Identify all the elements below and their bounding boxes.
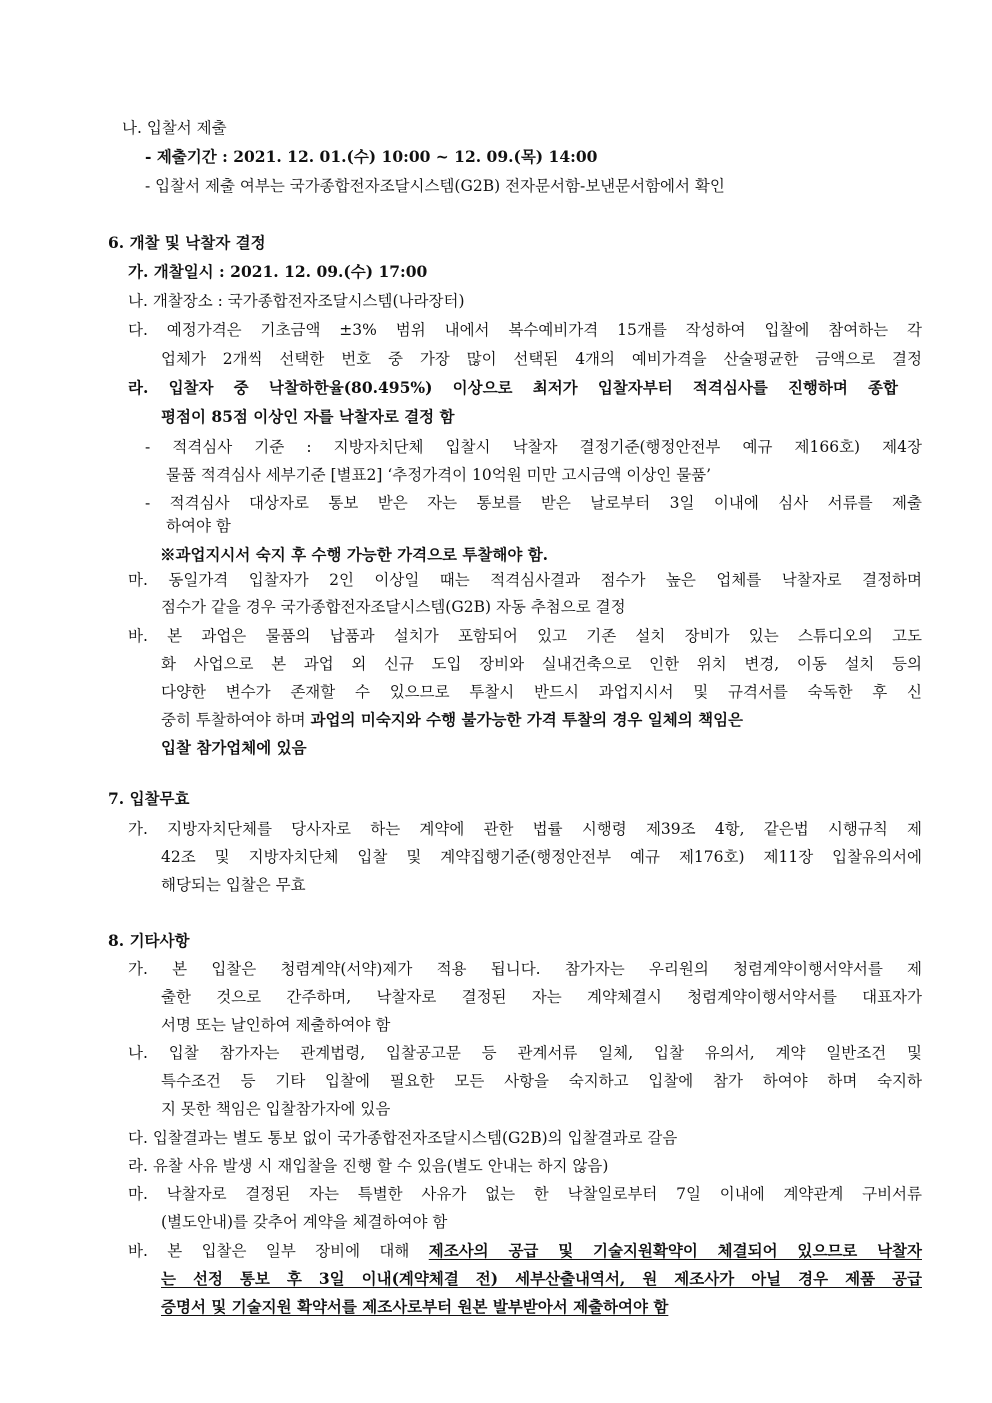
sec6-item-na: 나. 개찰장소 : 국가종합전자조달시스템(나라장터): [128, 292, 465, 310]
section-7-title: 7. 입찰무효: [108, 789, 190, 808]
sec6-ra-sub1-line1: - 적격심사 기준 : 지방자치단체 입찰시 낙찰자 결정기준(행정안전부 예규 제166호) 제4장: [145, 438, 922, 456]
sec6-ra-sub1-line2: 물품 적격심사 세부기준 [별표2] ‘추정가격이 10억원 미만 고시금액 이상인 물품’: [166, 466, 712, 484]
sec8-item-ma-line1: 마. 낙찰자로 결정된 자는 특별한 사유가 없는 한 낙찰일로부터 7일 이내에 계약관계 구비서류: [128, 1185, 922, 1203]
sec6-item-ma-line2: 점수가 같을 경우 국가종합전자조달시스템(G2B) 자동 추첨으로 결정: [161, 598, 626, 616]
section-6-title: 6. 개찰 및 낙찰자 결정: [108, 233, 266, 252]
sec6-ba-line4-bold: 과업의 미숙지와 수행 불가능한 가격 투찰의 경우 일체의 책임은: [310, 710, 744, 729]
sec7-item-ga-line2: 42조 및 지방자치단체 입찰 및 계약집행기준(행정안전부 예규 제176호) 제11장 입찰유의서에: [161, 848, 922, 866]
sec8-item-ga-line1: 가. 본 입찰은 청렴계약(서약)제가 적용 됩니다. 참가자는 우리원의 청렴계약이행서약서를 제: [128, 960, 922, 978]
sec6-item-da-line2: 업체가 2개씩 선택한 번호 중 가장 많이 선택된 4개의 예비가격을 산술평균한 금액으로 결정: [161, 350, 922, 368]
sec8-item-da: 다. 입찰결과는 별도 통보 없이 국가종합전자조달시스템(G2B)의 입찰결과로 갈음: [128, 1129, 678, 1147]
sec8-ba-line1-emphasis: 제조사의 공급 및 기술지원확약이 체결되어 있으므로 낙찰자: [428, 1241, 922, 1260]
section-8-title: 8. 기타사항: [108, 931, 190, 950]
sec8-item-ba-line3: 증명서 및 기술지원 확약서를 제조사로부터 원본 발부받아서 제출하여야 함: [161, 1297, 669, 1316]
sec8-item-ra: 라. 유찰 사유 발생 시 재입찰을 진행 할 수 있음(별도 안내는 하지 않음): [128, 1157, 609, 1175]
sec6-item-ba-line4: [161, 706, 743, 734]
sec6-ba-line4-plain: 중히 투찰하여야 하며: [161, 711, 311, 729]
sec6-item-ra-line1: 라. 입찰자 중 낙찰하한율(80.495%) 이상으로 최저가 입찰자부터 적격심사를 진행하며 종합: [128, 378, 898, 397]
sec6-item-ma-line1: 마. 동일가격 입찰자가 2인 이상일 때는 적격심사결과 점수가 높은 업체를 낙찰자로 결정하며: [128, 571, 922, 589]
sec6-item-ra-line2: 평점이 85점 이상인 자를 낙찰자로 결정 함: [161, 407, 455, 426]
sec6-item-ba-line1: 바. 본 과업은 물품의 납품과 설치가 포함되어 있고 기존 설치 장비가 있는 스튜디오의 고도: [128, 627, 922, 645]
sec6-ra-sub2-line1: - 적격심사 대상자로 통보 받은 자는 통보를 받은 날로부터 3일 이내에 심사 서류를 제출: [145, 494, 922, 512]
sec6-item-da-line1: 다. 예정가격은 기초금액 ±3% 범위 내에서 복수예비가격 15개를 작성하여 입찰에 참여하는 각: [128, 321, 922, 339]
sec8-item-na-line2: 특수조건 등 기타 입찰에 필요한 모든 사항을 숙지하고 입찰에 참가 하여야 하며 숙지하: [161, 1072, 922, 1090]
sec8-item-ba-line1: [128, 1237, 922, 1265]
sec8-item-na-line1: 나. 입찰 참가자는 관계법령, 입찰공고문 등 관계서류 일체, 입찰 유의서, 계약 일반조건 및: [128, 1044, 922, 1062]
sec6-ra-sub2-line2: 하여야 함: [166, 517, 231, 535]
sec8-item-ga-line3: 서명 또는 날인하여 제출하여야 함: [161, 1016, 391, 1034]
sec8-item-na-line3: 지 못한 책임은 입찰참가자에 있음: [161, 1100, 391, 1118]
sec6-ra-note: ※과업지시서 숙지 후 수행 가능한 가격으로 투찰해야 함.: [160, 545, 549, 564]
sec8-item-ma-line2: (별도안내)를 갖추어 계약을 체결하여야 함: [161, 1213, 448, 1231]
sec8-item-ga-line2: 출한 것으로 간주하며, 낙찰자로 결정된 자는 계약체결시 청렴계약이행서약서를 대표자가: [161, 988, 922, 1006]
sec7-item-ga-line1: 가. 지방자치단체를 당사자로 하는 계약에 관한 법률 시행령 제39조 4항, 같은법 시행규칙 제: [128, 820, 922, 838]
submit-check: - 입찰서 제출 여부는 국가종합전자조달시스템(G2B) 전자문서함-보낸문서함에서 확인: [145, 177, 725, 195]
sec6-item-ba-line2: 화 사업으로 본 과업 외 신규 도입 장비와 실내건축으로 인한 위치 변경, 이동 설치 등의: [161, 655, 922, 673]
sec7-item-ga-line3: 해당되는 입찰은 무효: [161, 876, 306, 894]
sec8-ba-line1-plain: 바. 본 입찰은 일부 장비에 대해: [128, 1242, 429, 1260]
submit-heading: 나. 입찰서 제출: [122, 119, 227, 137]
sec8-item-ba-line2: 는 선정 통보 후 3일 이내(계약체결 전) 세부산출내역서, 원 제조사가 아닐 경우 제품 공급: [161, 1269, 922, 1288]
sec6-item-ba-line3: 다양한 변수가 존재할 수 있으므로 투찰시 반드시 과업지시서 및 규격서를 숙독한 후 신: [161, 683, 922, 701]
sec6-ga-text: 가. 개찰일시 : 2021. 12. 09.(수) 17:00: [128, 262, 428, 281]
submit-period: - 제출기간 : 2021. 12. 01.(수) 10:00 ~ 12. 09.(목) 14:00: [145, 147, 598, 166]
sec6-item-ga: [128, 258, 427, 286]
sec6-item-ba-line5: 입찰 참가업체에 있음: [161, 738, 307, 757]
